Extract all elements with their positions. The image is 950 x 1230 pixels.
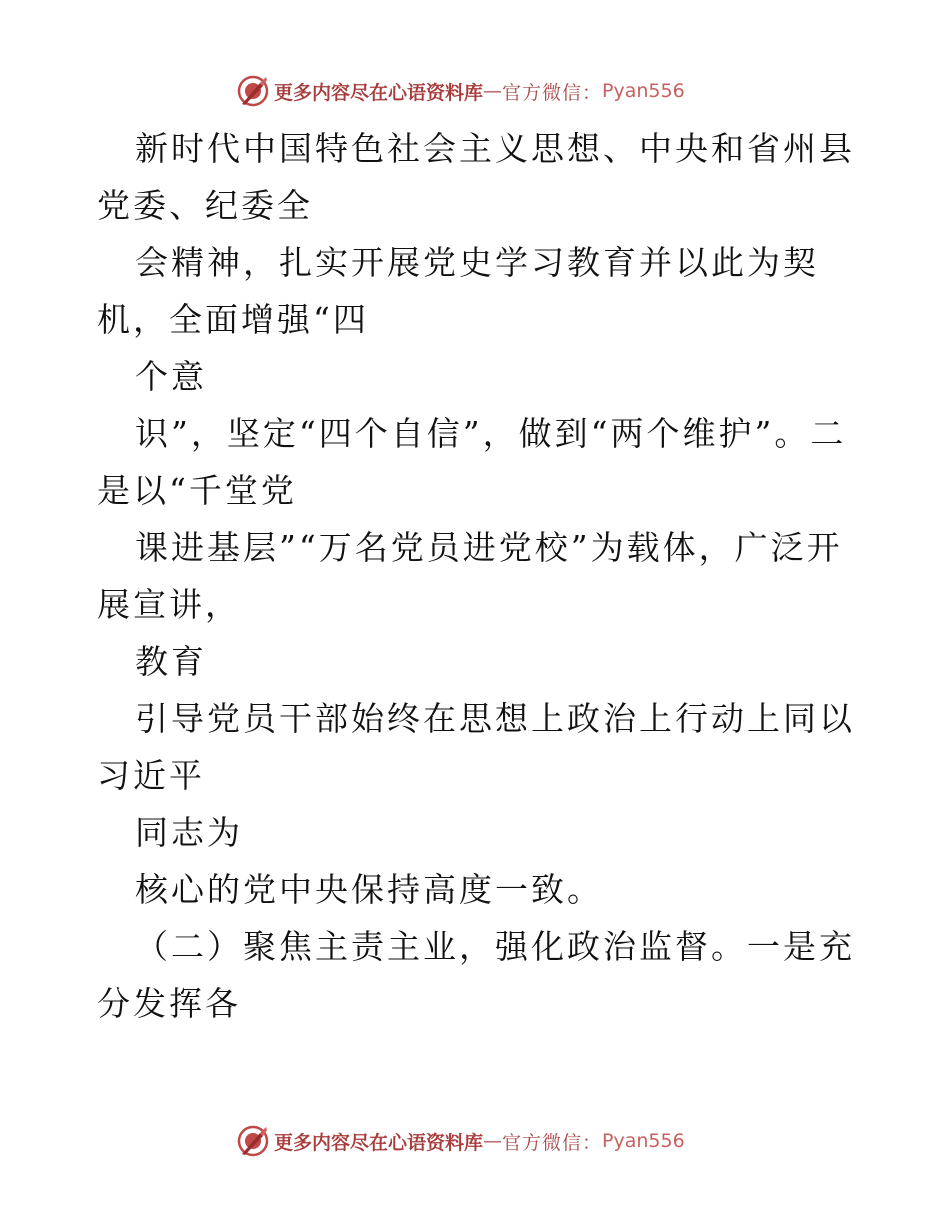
paragraph: 同志为 bbox=[135, 813, 243, 852]
document-body bbox=[97, 120, 857, 1032]
watermark-title: 更多内容尽在心语资料库 bbox=[274, 1131, 484, 1154]
footer-watermark bbox=[236, 1124, 685, 1158]
paragraph: 会精神，扎实开展党史学习教育并以此为契机，全面增强“四 bbox=[97, 243, 819, 339]
quill-logo-icon bbox=[236, 1124, 270, 1158]
paragraph: 课进基层”“万名党员进党校”为载体，广泛开展宣讲， bbox=[97, 528, 843, 624]
header-watermark bbox=[236, 74, 685, 108]
watermark-separator: — bbox=[483, 80, 503, 102]
paragraph: 个意 bbox=[135, 357, 207, 396]
watermark-wechat-id: Pyan556 bbox=[602, 1130, 685, 1152]
paragraph: 引导党员干部始终在思想上政治上行动上同以习近平 bbox=[97, 699, 855, 795]
paragraph: （二）聚焦主责主业，强化政治监督。一是充分发挥各 bbox=[97, 927, 855, 1023]
quill-logo-icon bbox=[236, 74, 270, 108]
paragraph: 新时代中国特色社会主义思想、中央和省州县党委、纪委全 bbox=[97, 129, 855, 225]
paragraph: 识”，坚定“四个自信”，做到“两个维护”。二是以“千堂党 bbox=[97, 414, 847, 510]
paragraph: 教育 bbox=[135, 642, 207, 681]
watermark-title: 更多内容尽在心语资料库 bbox=[274, 81, 484, 104]
watermark-wechat-id: Pyan556 bbox=[602, 80, 685, 102]
watermark-separator: — bbox=[483, 1130, 503, 1152]
watermark-wechat-label: 官方微信： bbox=[502, 1131, 603, 1154]
paragraph: 核心的党中央保持高度一致。 bbox=[135, 870, 603, 909]
watermark-wechat-label: 官方微信： bbox=[502, 81, 603, 104]
